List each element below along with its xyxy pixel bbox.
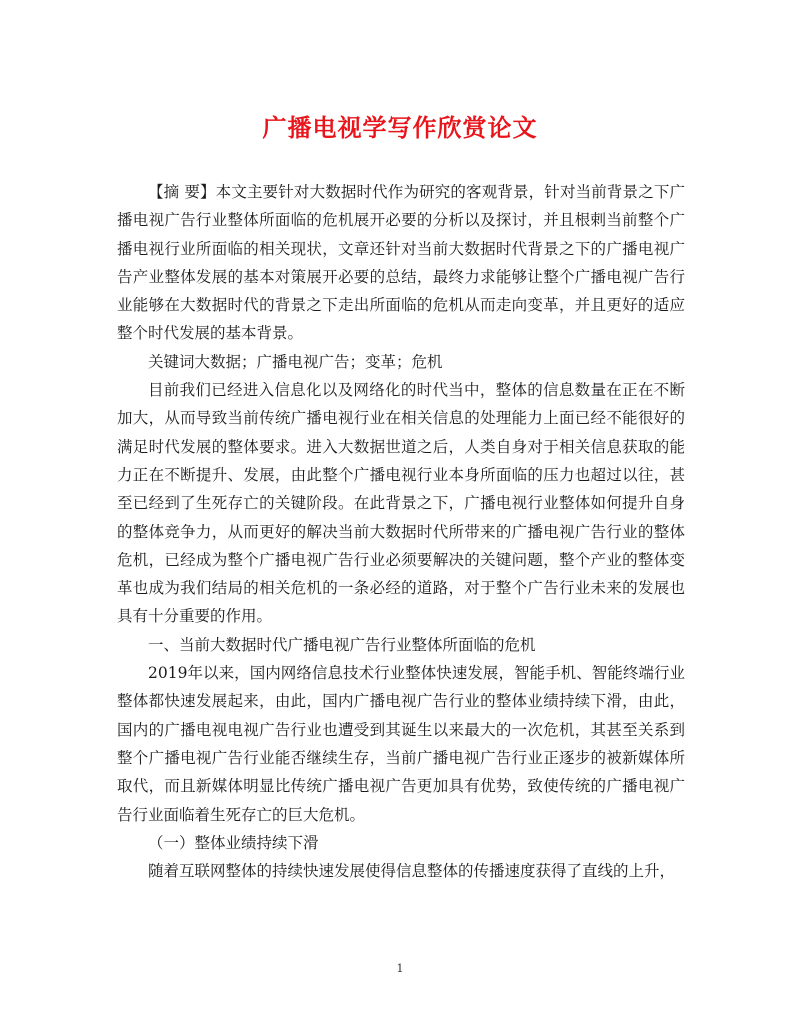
document-body	[117, 178, 685, 885]
page-number: 1	[396, 962, 404, 975]
abstract-paragraph: 【摘 要】本文主要针对大数据时代作为研究的客观背景，针对当前背景之下广播电视广告行业整体所面临的危机展开必要的分析以及探讨，并且根剌当前整个广播电视行业所面临的相关现状，文章还针对当前大数据时代背景之下的广播电视广告产业整体发展的基本对策展开必要的总结，最终力求能够让整个广播电视广告行业能够在大数据时代的背景之下走出所面临的危机从而走向变革，并且更好的适应整个时代发展的基本背景。	[117, 183, 685, 343]
document-title: 广播电视学写作欣赏论文	[262, 113, 538, 142]
section-heading: 一、当前大数据时代广播电视广告行业整体所面临的危机	[148, 635, 536, 654]
subsection-heading: （一）整体业绩持续下滑	[148, 833, 319, 852]
keywords-paragraph: 关键词大数据；广播电视广告；变革；危机	[148, 352, 443, 371]
body-paragraph: 随着互联网整体的持续快速发展使得信息整体的传播速度获得了直线的上升，	[148, 862, 676, 881]
intro-paragraph: 目前我们已经进入信息化以及网络化的时代当中，整体的信息数量在正在不断加大，从而导致当前传统广播电视行业在相关信息的处理能力上面已经不能很好的满足时代发展的整体要求。进入大数据世道之后，人类自身对于相关信息获取的能力正在不断提升、发展，由此整个广播电视行业本身所面临的压力也超过以往，甚至已经到了生死存亡的关键阶段。在此背景之下，广播电视行业整体如何提升自身的整体竞争力，从而更好的解决当前大数据时代所带来的广播电视广告行业的整体危机，已经成为整个广播电视广告行业必须要解决的关键问题，整个产业的整体变革也成为我们结局的相关危机的一条必经的道路，对于整个广告行业未来的发展也具有十分重要的作用。	[117, 381, 685, 626]
body-paragraph: 2019年以来，国内网络信息技术行业整体快速发展，智能手机、智能终端行业整体都快速发展起来，由此，国内广播电视广告行业的整体业绩持续下滑，由此，国内的广播电视电视广告行业也遭受到其诞生以来最大的一次危机，其甚至关系到整个广播电视广告行业能否继续生存，当前广播电视广告行业正逐步的被新媒体所取代，而且新媒体明显比传统广播电视广告更加具有优势，致使传统的广播电视广告行业面临着生死存亡的巨大危机。	[117, 664, 685, 824]
